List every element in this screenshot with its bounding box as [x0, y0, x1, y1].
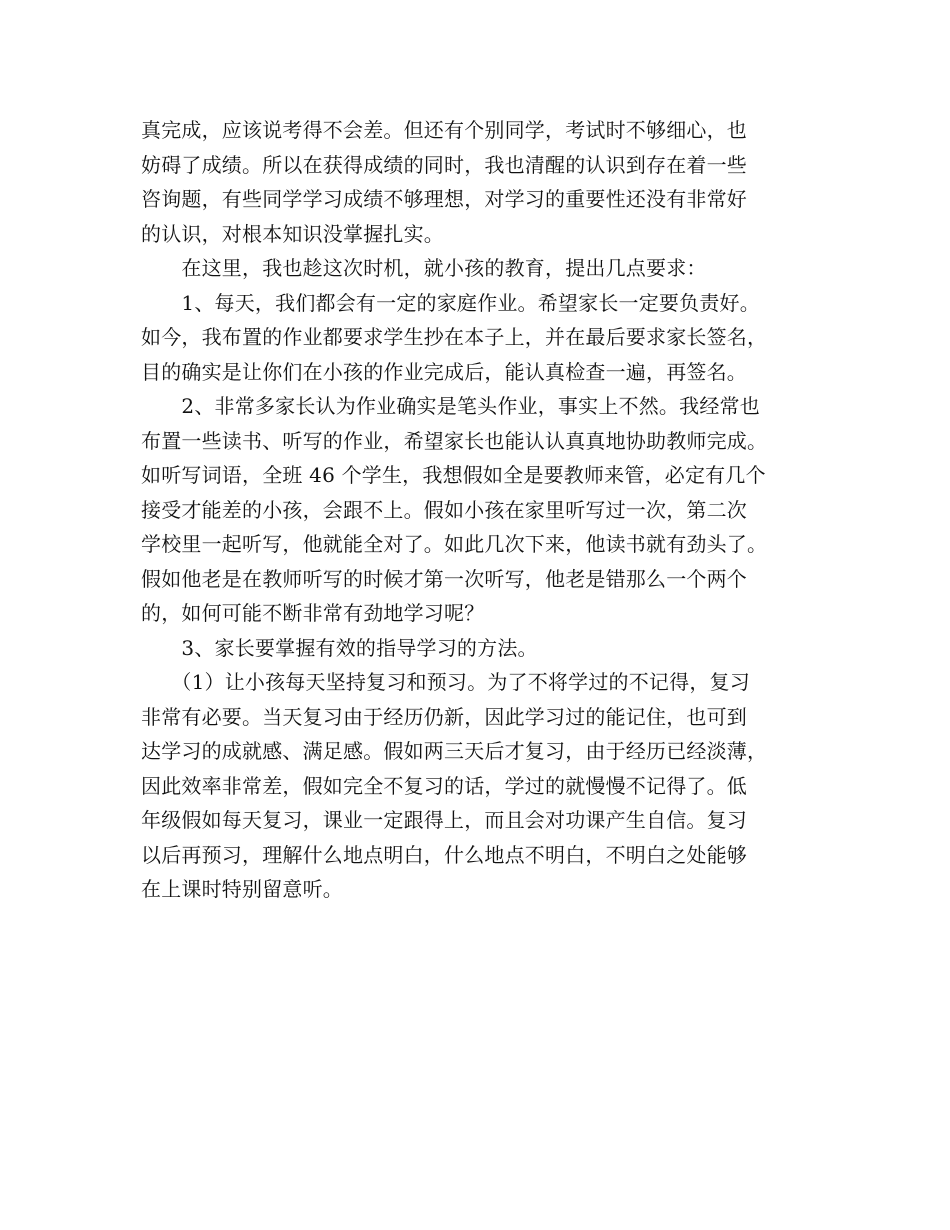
text-line: 达学习的成就感、满足感。假如两三天后才复习，由于经历已经淡薄， [141, 739, 768, 763]
text-line: 3、家长要掌握有效的指导学习的方法。 [141, 635, 538, 660]
text-line: 接受才能差的小孩，会跟不上。假如小孩在家里听写过一次，第二次 [141, 497, 747, 522]
text-line: 真完成，应该说考得不会差。但还有个别同学，考试时不够细心，也 [141, 118, 747, 142]
text-line: 因此效率非常差，假如完全不复习的话，学过的就慢慢不记得了。低 [141, 773, 747, 798]
text-line: 2、非常多家长认为作业确实是笔头作业，事实上不然。我经常也 [141, 394, 760, 418]
document-body [141, 113, 831, 907]
text-line: 如听写词语，全班 46 个学生，我想假如全是要教师来管，必定有几个 [141, 463, 766, 487]
text-line: （1）让小孩每天坚持复习和预习。为了不将学过的不记得，复习 [141, 670, 750, 694]
text-line: 年级假如每天复习，课业一定跟得上，而且会对功课产生自信。复习 [141, 808, 747, 832]
text-line: 妨碍了成绩。所以在获得成绩的同时，我也清醒的认识到存在着一些 [141, 152, 747, 177]
text-line: 在这里，我也趁这次时机，就小孩的教育，提出几点要求： [141, 256, 707, 280]
text-line: 学校里一起听写，他就能全对了。如此几次下来，他读书就有劲头了。 [141, 532, 768, 556]
text-line: 的，如何可能不断非常有劲地学习呢？ [141, 601, 485, 625]
text-line: 以后再预习，理解什么地点明白，什么地点不明白，不明白之处能够 [141, 842, 747, 867]
text-line: 目的确实是让你们在小孩的作业完成后，能认真检查一遍，再签名。 [141, 359, 747, 384]
text-line: 如今，我布置的作业都要求学生抄在本子上，并在最后要求家长签名， [141, 325, 768, 349]
text-line: 的认识，对根本知识没掌握扎实。 [141, 221, 444, 246]
text-line: 假如他老是在教师听写的时候才第一次听写，他老是错那么一个两个 [141, 566, 747, 591]
text-line: 在上课时特别留意听。 [141, 877, 343, 901]
text-line: 咨询题，有些同学学习成绩不够理想，对学习的重要性还没有非常好 [141, 187, 747, 211]
text-line: 1、每天，我们都会有一定的家庭作业。希望家长一定要负责好。 [141, 290, 760, 315]
text-line: 非常有必要。当天复习由于经历仍新，因此学习过的能记住，也可到 [141, 704, 747, 729]
text-line: 布置一些读书、听写的作业，希望家长也能认认真真地协助教师完成。 [141, 428, 768, 453]
